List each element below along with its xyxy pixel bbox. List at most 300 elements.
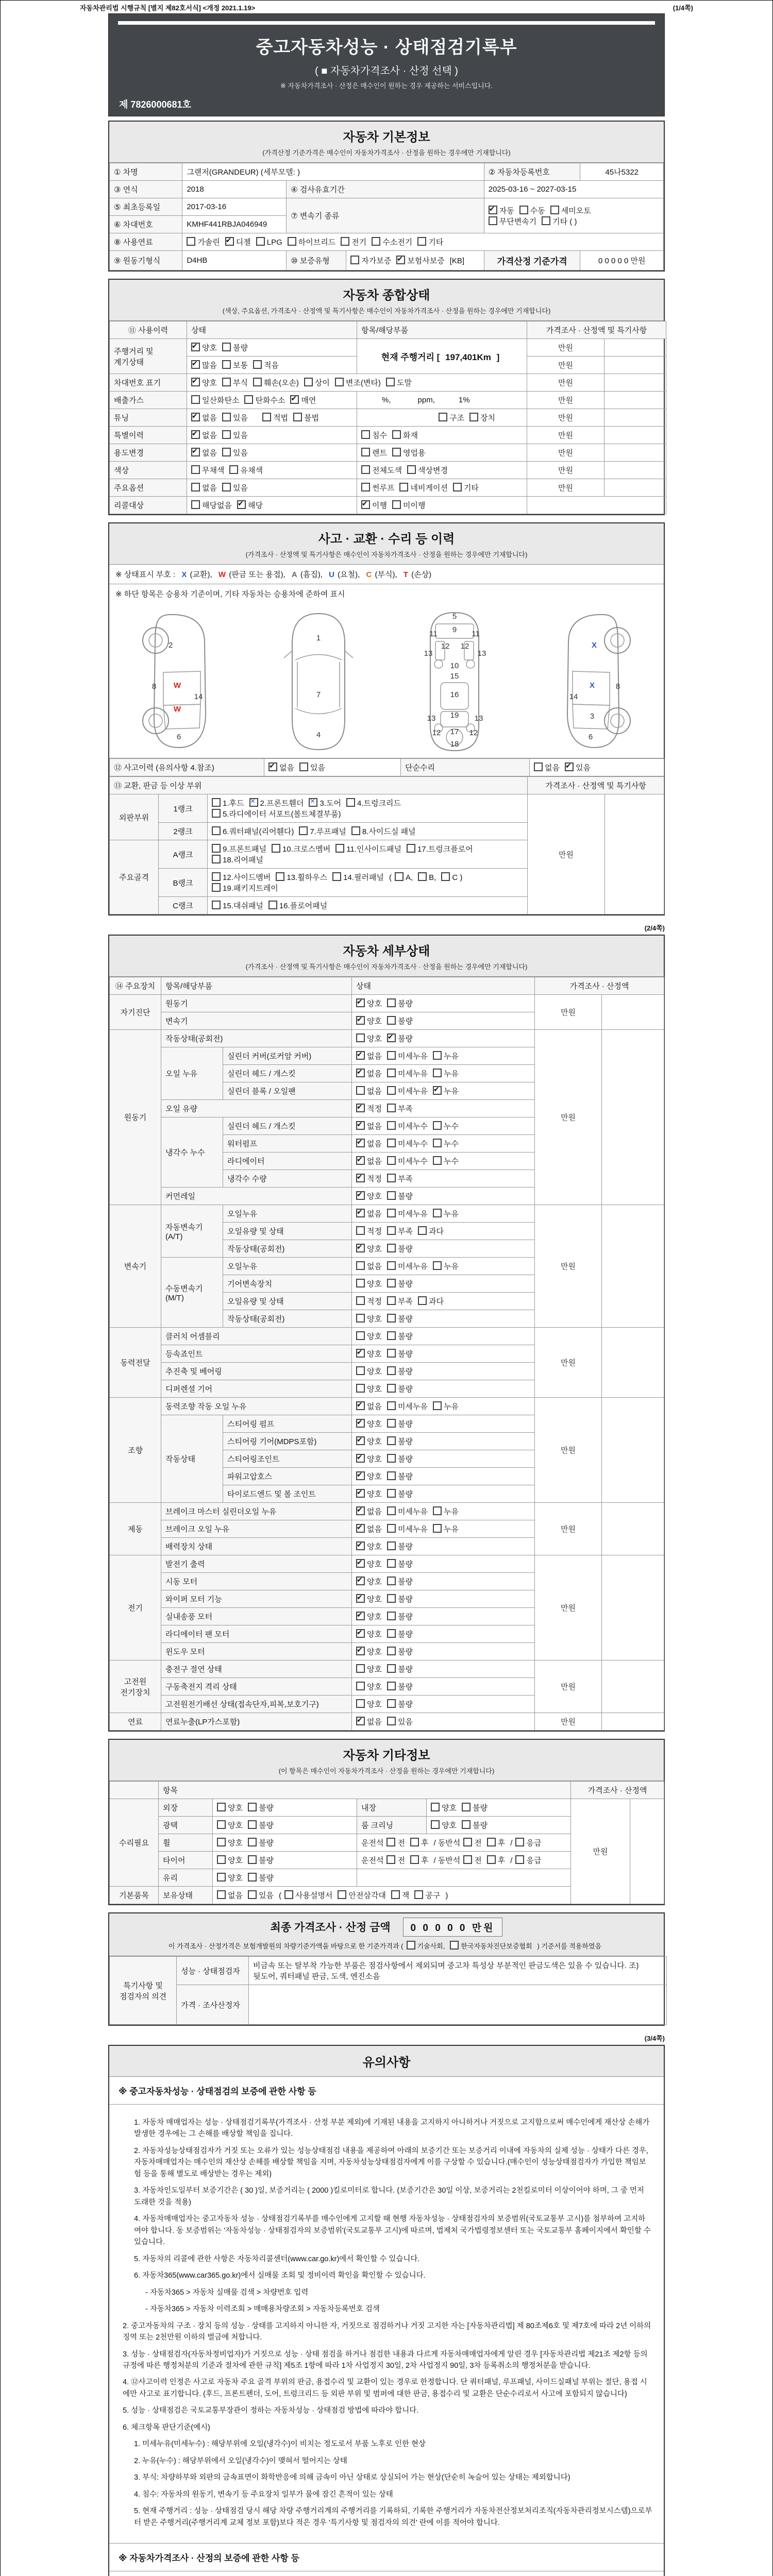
checkbox[interactable] — [515, 1855, 524, 1864]
checkbox[interactable] — [356, 1261, 365, 1270]
checkbox[interactable] — [361, 465, 370, 474]
table-row — [110, 462, 666, 479]
checkbox[interactable] — [387, 1156, 396, 1165]
checkbox[interactable] — [217, 1890, 226, 1899]
checkbox[interactable] — [433, 1261, 442, 1270]
checkbox[interactable] — [550, 206, 559, 214]
checkbox-label: 적음 — [263, 361, 279, 370]
checkbox[interactable] — [338, 1890, 346, 1899]
checkbox[interactable] — [248, 1838, 257, 1846]
checkbox[interactable] — [431, 1803, 440, 1811]
checkbox[interactable] — [356, 1366, 365, 1375]
checkbox[interactable] — [387, 1226, 396, 1235]
checkbox[interactable] — [356, 1664, 365, 1673]
checkbox[interactable] — [356, 1559, 365, 1568]
notice-paragraph: 2. 중고자동차의 구조 · 장치 등의 성능 · 상태를 고지하지 아니한 자, 거짓으로 점검하거나 거짓 고지한 자는 [자동차관리법] 제 80조제6호 및 제7호에 따라 2년 이하의 징역 또는 2천만원 이하의 벌금에 처합니다. — [123, 2321, 651, 2342]
checkbox-option — [290, 395, 316, 405]
checkbox[interactable] — [191, 395, 200, 404]
checkbox[interactable] — [387, 1331, 396, 1340]
checkbox[interactable] — [356, 1384, 365, 1393]
cell — [352, 1223, 535, 1240]
cell: ⑭ 주요장치 — [110, 977, 161, 995]
checkbox[interactable] — [356, 1016, 365, 1025]
checkbox[interactable] — [386, 1838, 395, 1846]
checkbox-option — [418, 1226, 444, 1236]
checkbox[interactable] — [356, 1139, 365, 1147]
checkbox[interactable] — [387, 1664, 396, 1673]
checkbox[interactable] — [433, 1051, 442, 1060]
checkbox[interactable] — [356, 1594, 365, 1603]
checkbox[interactable] — [372, 237, 380, 246]
checkbox-option — [387, 1541, 413, 1552]
checkbox[interactable] — [304, 378, 313, 386]
x-checkbox[interactable] — [212, 883, 221, 892]
x-checkbox[interactable] — [272, 844, 280, 853]
checkbox[interactable] — [418, 1296, 427, 1305]
checkbox[interactable] — [222, 413, 231, 421]
checkbox[interactable] — [222, 483, 231, 492]
checkbox[interactable] — [356, 1191, 365, 1200]
checkbox[interactable] — [361, 448, 370, 456]
checkbox[interactable] — [387, 1541, 396, 1550]
text: (손상) — [409, 570, 432, 579]
detail-state-table — [109, 977, 664, 1731]
checkbox-option — [356, 1226, 382, 1236]
x-checkbox[interactable] — [212, 872, 221, 881]
checkbox[interactable] — [387, 1139, 396, 1147]
table-row — [110, 198, 664, 216]
cell — [484, 198, 663, 233]
checkbox[interactable] — [356, 1226, 365, 1235]
checkbox-option — [191, 447, 217, 458]
checkbox-option — [395, 872, 413, 882]
checkbox[interactable] — [431, 1820, 440, 1829]
checkbox[interactable] — [418, 1226, 427, 1235]
checkbox[interactable] — [356, 1156, 365, 1165]
checkbox[interactable] — [222, 430, 231, 439]
checkbox[interactable] — [407, 465, 416, 474]
checkbox[interactable] — [387, 1401, 396, 1410]
checkbox[interactable] — [356, 1349, 365, 1358]
checkbox[interactable] — [335, 378, 344, 386]
x-checkbox[interactable] — [335, 844, 344, 853]
checkbox-label: 불법 — [304, 414, 319, 422]
checkbox-label: 불량 — [258, 1856, 274, 1865]
checkbox[interactable] — [387, 1682, 396, 1690]
checkbox[interactable] — [433, 1156, 442, 1165]
checkbox[interactable] — [387, 1069, 396, 1077]
cell — [352, 1503, 535, 1520]
checkbox[interactable] — [361, 430, 370, 439]
checkbox[interactable] — [387, 1577, 396, 1585]
checkbox[interactable] — [417, 237, 426, 246]
checkbox-option — [356, 1191, 382, 1201]
checkbox-label: 수소전기 — [382, 238, 413, 247]
x-checkbox[interactable] — [309, 798, 317, 807]
cell — [352, 1590, 535, 1608]
checkbox[interactable] — [222, 360, 231, 369]
checkbox[interactable] — [187, 237, 195, 246]
checkbox[interactable] — [356, 1524, 365, 1533]
checkbox-label: 있음 — [310, 764, 325, 772]
checkbox[interactable] — [387, 1209, 396, 1217]
checkbox[interactable] — [293, 413, 302, 421]
checkbox[interactable] — [356, 1104, 365, 1112]
x-checkbox[interactable] — [407, 844, 415, 853]
x-checkbox[interactable] — [249, 798, 258, 807]
checkbox[interactable] — [356, 1069, 365, 1077]
checkbox[interactable] — [387, 1051, 396, 1060]
checkbox[interactable] — [463, 1838, 472, 1846]
checkbox[interactable] — [248, 1873, 257, 1882]
checkbox[interactable] — [253, 360, 262, 369]
checkbox[interactable] — [356, 1629, 365, 1638]
cell — [427, 1799, 571, 1817]
section-overall-state — [108, 279, 665, 515]
cell: 냉각수 수량 — [223, 1170, 352, 1188]
cell: 항목 — [159, 1782, 571, 1799]
checkbox[interactable] — [565, 762, 574, 771]
checkbox-label: 디젤 — [236, 238, 251, 247]
checkbox[interactable] — [191, 378, 200, 386]
checkbox[interactable] — [392, 500, 401, 509]
checkbox[interactable] — [489, 206, 497, 214]
checkbox-option — [256, 237, 282, 247]
checkbox[interactable] — [387, 1244, 396, 1252]
checkbox[interactable] — [356, 1436, 365, 1445]
cell: 전기 — [110, 1555, 161, 1660]
checkbox[interactable] — [222, 378, 231, 386]
cell — [352, 1625, 535, 1643]
cell: 2랭크 — [159, 823, 208, 840]
cell: 만원 — [527, 374, 604, 392]
cell: 휠 — [159, 1834, 213, 1852]
checkbox[interactable] — [248, 1803, 257, 1811]
checkbox-option — [387, 1366, 413, 1377]
checkbox[interactable] — [262, 413, 271, 421]
checkbox[interactable] — [387, 1279, 396, 1287]
checkbox[interactable] — [387, 1314, 396, 1323]
checkbox[interactable] — [387, 1366, 396, 1375]
checkbox[interactable] — [433, 1086, 442, 1095]
checkbox-option — [433, 1523, 459, 1534]
checkbox[interactable] — [414, 1890, 423, 1899]
checkbox[interactable] — [462, 1803, 470, 1811]
table-row — [110, 392, 666, 409]
checkbox[interactable] — [387, 998, 396, 1007]
checkbox[interactable] — [387, 1612, 396, 1620]
checkbox[interactable] — [433, 1209, 442, 1217]
notice-paragraph: 4. 자동차매매업자는 중고자동차 성능 · 상태점검기록부를 매수인에게 고지할 때 현행 자동차성능 · 상태점검자의 보증범위(국토교통부 고시)를 첨부하여 고지하여야 합니다. 동 보증범위는 '자동차성능 · 상태점검자의 보증범위'(국토교통부 고시)에 따르며, 법제처 국가법령정보센터 또는 국토교통부 홈페이지에서 확인할 수 있습니다. — [134, 2215, 651, 2247]
checkbox[interactable] — [387, 1699, 396, 1708]
checkbox[interactable] — [387, 1349, 396, 1358]
cell: 작동상태 — [161, 1415, 223, 1503]
checkbox-option — [356, 1418, 382, 1429]
checkbox[interactable] — [387, 1436, 396, 1445]
text: ) 기준서를 적용하였음 — [537, 1942, 602, 1950]
checkbox[interactable] — [519, 206, 528, 214]
checkbox[interactable] — [288, 237, 296, 246]
checkbox-label: 없음 — [367, 1262, 382, 1271]
cell — [352, 1082, 535, 1100]
checkbox[interactable] — [462, 1820, 470, 1829]
checkbox[interactable] — [248, 1890, 257, 1899]
checkbox[interactable] — [356, 1244, 365, 1252]
checkbox-option — [417, 236, 443, 247]
cell — [213, 1799, 357, 1817]
x-checkbox[interactable] — [212, 855, 221, 863]
checkbox[interactable] — [356, 1121, 365, 1130]
checkbox[interactable] — [433, 1139, 442, 1147]
checkbox[interactable] — [387, 1174, 396, 1182]
cell — [602, 1713, 664, 1731]
checkbox[interactable] — [356, 1471, 365, 1480]
checkbox[interactable] — [489, 216, 497, 225]
checkbox-label: 양호 — [228, 1856, 243, 1865]
checkbox[interactable] — [356, 1086, 365, 1095]
checkbox[interactable] — [441, 872, 450, 881]
checkbox[interactable] — [356, 1401, 365, 1410]
table-row — [110, 1713, 664, 1731]
checkbox[interactable] — [217, 1803, 226, 1811]
checkbox[interactable] — [237, 500, 246, 509]
cell — [604, 427, 666, 444]
x-checkbox[interactable] — [351, 826, 360, 835]
x-checkbox[interactable] — [299, 826, 308, 835]
checkbox[interactable] — [284, 1890, 293, 1899]
checkbox[interactable] — [356, 1174, 365, 1182]
checkbox[interactable] — [387, 1594, 396, 1603]
checkbox[interactable] — [356, 1419, 365, 1428]
checkbox[interactable] — [268, 762, 277, 771]
checkbox-option — [462, 1820, 488, 1831]
cell: 만원 — [535, 1713, 602, 1731]
checkbox[interactable] — [387, 1489, 396, 1498]
title-divider — [118, 21, 655, 25]
x-checkbox[interactable] — [212, 901, 221, 909]
checkbox[interactable] — [356, 1717, 365, 1725]
checkbox[interactable] — [407, 1941, 415, 1950]
checkbox[interactable] — [356, 1314, 365, 1323]
notice-paragraph: - 자동차365 > 자동차 실매물 검색 > 차량번호 입력 — [145, 2288, 309, 2297]
x-checkbox[interactable] — [212, 826, 221, 835]
checkbox[interactable] — [191, 465, 200, 474]
checkbox[interactable] — [361, 483, 370, 492]
notice-paragraph: 3. 자동차인도일부터 보증기간은 ( 30 )일, 보증거리는 ( 2000 )킬로미터로 합니다. (보증기간은 30일 이상, 보증거리는 2천킬로미터 이상이어야 하며, 그 중 먼저 도래한 것을 적용) — [134, 2187, 644, 2207]
checkbox[interactable] — [229, 465, 238, 474]
x-checkbox[interactable] — [332, 872, 341, 881]
checkbox[interactable] — [225, 237, 234, 246]
checkbox[interactable] — [433, 1401, 442, 1410]
checkbox[interactable] — [299, 762, 308, 771]
checkbox[interactable] — [396, 256, 405, 264]
checkbox[interactable] — [410, 1838, 419, 1846]
cell — [182, 233, 664, 251]
checkbox[interactable] — [244, 395, 253, 404]
checkbox[interactable] — [356, 1506, 365, 1515]
checkbox[interactable] — [356, 1331, 365, 1340]
checkbox[interactable] — [361, 500, 370, 509]
checkbox[interactable] — [387, 1121, 396, 1130]
checkbox[interactable] — [191, 500, 200, 509]
text: 1% — [458, 396, 470, 404]
checkbox[interactable] — [217, 1838, 226, 1846]
x-checkbox[interactable] — [346, 798, 355, 807]
checkbox[interactable] — [191, 448, 200, 456]
cell: 만원 — [535, 1398, 602, 1503]
checkbox[interactable] — [222, 448, 231, 456]
table-row — [110, 444, 666, 462]
checkbox[interactable] — [387, 1629, 396, 1638]
checkbox-option — [463, 1855, 482, 1866]
x-checkbox[interactable] — [212, 809, 221, 818]
checkbox[interactable] — [387, 1471, 396, 1480]
checkbox[interactable] — [391, 1890, 400, 1899]
checkbox[interactable] — [191, 413, 200, 421]
checkbox[interactable] — [387, 1086, 396, 1095]
checkbox[interactable] — [387, 1647, 396, 1655]
checkbox[interactable] — [387, 1016, 396, 1025]
checkbox[interactable] — [356, 1209, 365, 1217]
checkbox-option — [392, 447, 425, 458]
checkbox[interactable] — [410, 1855, 419, 1864]
checkbox[interactable] — [290, 395, 299, 404]
inspector-remarks-table — [109, 1956, 664, 2025]
checkbox[interactable] — [392, 430, 401, 439]
checkbox[interactable] — [217, 1873, 226, 1882]
checkbox[interactable] — [387, 1454, 396, 1463]
checkbox-option — [386, 1837, 405, 1848]
checkbox-label: 양호 — [367, 1665, 382, 1674]
checkbox[interactable] — [433, 1121, 442, 1130]
checkbox[interactable] — [356, 1612, 365, 1620]
checkbox[interactable] — [439, 413, 447, 421]
table-row — [110, 1398, 664, 1415]
checkbox[interactable] — [217, 1855, 226, 1864]
basic-info-caption: (가격산정 기준가격은 매수인이 자동차가격조사 · 산정을 원하는 경우에만 기재합니다) — [262, 149, 511, 157]
checkbox-option — [387, 1401, 428, 1412]
checkbox[interactable] — [356, 1489, 365, 1498]
checkbox[interactable] — [387, 1191, 396, 1200]
checkbox[interactable] — [387, 1261, 396, 1270]
notice-subheading-2: ※ 자동차가격조사 · 산정의 보증에 관한 사항 등 — [109, 2543, 664, 2571]
cell: 디퍼렌셜 기어 — [161, 1380, 352, 1398]
checkbox[interactable] — [386, 1855, 395, 1864]
cell — [352, 1153, 535, 1170]
checkbox[interactable] — [356, 1682, 365, 1690]
checkbox[interactable] — [387, 1104, 396, 1112]
text: (흠집), — [298, 570, 325, 579]
checkbox[interactable] — [356, 1541, 365, 1550]
checkbox[interactable] — [356, 1051, 365, 1060]
checkbox[interactable] — [256, 237, 265, 246]
checkbox[interactable] — [350, 256, 359, 264]
cell: 실린더 헤드 / 개스킷 — [223, 1117, 352, 1135]
checkbox[interactable] — [387, 1033, 396, 1042]
checkbox[interactable] — [534, 762, 543, 771]
checkbox[interactable] — [356, 1454, 365, 1463]
checkbox[interactable] — [487, 1855, 496, 1864]
checkbox[interactable] — [356, 1699, 365, 1708]
checkbox[interactable] — [191, 483, 200, 492]
checkbox[interactable] — [356, 1296, 365, 1305]
checkbox[interactable] — [387, 1717, 396, 1725]
checkbox-label: 18.리어패널 — [223, 856, 263, 865]
checkbox[interactable] — [387, 1384, 396, 1393]
checkbox[interactable] — [191, 343, 200, 351]
checkbox[interactable] — [387, 1524, 396, 1533]
basic-info-header — [109, 122, 664, 163]
legend-code: X — [181, 570, 187, 579]
checkbox[interactable] — [191, 360, 200, 369]
checkbox-option — [338, 1890, 385, 1901]
checkbox[interactable] — [356, 1033, 365, 1042]
checkbox[interactable] — [392, 448, 401, 456]
checkbox-option — [341, 236, 366, 247]
checkbox[interactable] — [387, 1419, 396, 1428]
checkbox[interactable] — [222, 343, 231, 351]
checkbox[interactable] — [450, 1941, 459, 1950]
checkbox[interactable] — [433, 1524, 442, 1533]
x-checkbox[interactable] — [212, 798, 221, 807]
checkbox[interactable] — [217, 1820, 226, 1829]
checkbox[interactable] — [395, 872, 404, 881]
checkbox-label: 불량 — [258, 1839, 274, 1848]
cell — [187, 479, 357, 497]
cell: 스티어링조인트 — [223, 1450, 352, 1468]
checkbox-label: 누유 — [443, 1087, 459, 1096]
x-checkbox[interactable] — [212, 844, 221, 853]
accident-title: 사고 · 교환 · 수리 등 이력 — [318, 532, 455, 546]
checkbox[interactable] — [433, 1069, 442, 1077]
checkbox[interactable] — [399, 483, 408, 492]
checkbox[interactable] — [433, 1506, 442, 1515]
checkbox[interactable] — [387, 1506, 396, 1515]
checkbox[interactable] — [387, 1559, 396, 1568]
checkbox-option — [387, 1191, 413, 1201]
cell — [352, 1363, 535, 1380]
checkbox[interactable] — [487, 1838, 496, 1846]
x-checkbox[interactable] — [268, 901, 277, 909]
checkbox[interactable] — [469, 413, 478, 421]
checkbox-label: 사용설명서 — [295, 1891, 333, 1900]
checkbox[interactable] — [341, 237, 349, 246]
checkbox[interactable] — [253, 378, 262, 386]
checkbox[interactable] — [418, 872, 427, 881]
checkbox[interactable] — [387, 1296, 396, 1305]
detail-state-table — [109, 977, 664, 1731]
checkbox[interactable] — [463, 1855, 472, 1864]
checkbox[interactable] — [356, 998, 365, 1007]
checkbox[interactable] — [356, 1577, 365, 1585]
checkbox-label: 불량 — [398, 1332, 413, 1341]
checkbox[interactable] — [356, 1279, 365, 1287]
x-checkbox[interactable] — [276, 872, 284, 881]
checkbox[interactable] — [386, 378, 395, 386]
checkbox[interactable] — [356, 1647, 365, 1655]
checkbox-option — [372, 236, 412, 247]
checkbox[interactable] — [248, 1820, 257, 1829]
checkbox[interactable] — [542, 216, 550, 225]
checkbox[interactable] — [453, 483, 462, 492]
checkbox[interactable] — [515, 1838, 524, 1846]
checkbox[interactable] — [248, 1855, 257, 1864]
checkbox[interactable] — [191, 430, 200, 439]
checkbox-option — [392, 430, 418, 440]
cell — [208, 897, 528, 914]
checkbox-label: 응급 — [526, 1856, 542, 1865]
checkbox-label: 불량 — [398, 1613, 413, 1621]
